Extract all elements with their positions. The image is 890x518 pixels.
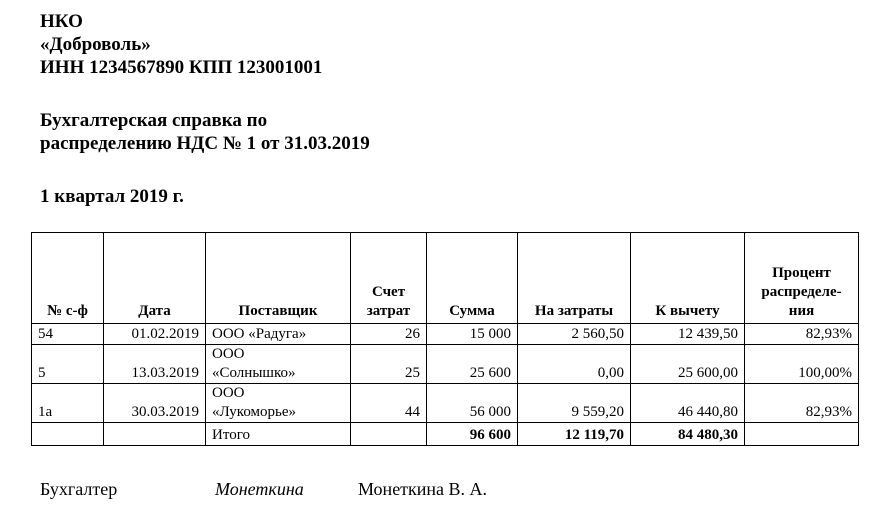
organization-header xyxy=(40,10,322,79)
header-sum: Сумма xyxy=(427,233,518,324)
total-deduction: 84 480,30 xyxy=(631,423,745,446)
cell-percent: 100,00% xyxy=(745,345,859,384)
cell-supplier xyxy=(206,345,351,384)
cell-invoice-number: 54 xyxy=(32,324,104,345)
header-percent-line-2: распределе- xyxy=(761,284,842,300)
header-cost-account xyxy=(351,233,427,324)
cell-invoice-number: 1а xyxy=(32,384,104,423)
header-supplier: Поставщик xyxy=(206,233,351,324)
vat-distribution-table xyxy=(31,232,859,446)
handwritten-signature: Монеткина xyxy=(215,479,304,499)
cell-empty xyxy=(32,423,104,446)
cell-date: 30.03.2019 xyxy=(104,384,206,423)
title-line-2: распределению НДС № 1 от 31.03.2019 xyxy=(40,133,370,154)
cell-date: 13.03.2019 xyxy=(104,345,206,384)
cell-percent: 82,93% xyxy=(745,384,859,423)
cell-supplier-line-1: ООО «Радуга» xyxy=(212,326,307,342)
cell-sum: 56 000 xyxy=(427,384,518,423)
cell-deduction: 12 439,50 xyxy=(631,324,745,345)
cell-supplier xyxy=(206,324,351,345)
header-date: Дата xyxy=(104,233,206,324)
table-total-row xyxy=(32,423,859,446)
cell-deduction: 46 440,80 xyxy=(631,384,745,423)
cell-costs: 2 560,50 xyxy=(518,324,631,345)
cell-invoice-number: 5 xyxy=(32,345,104,384)
total-label: Итого xyxy=(206,423,351,446)
org-type: НКО xyxy=(40,11,83,32)
total-costs: 12 119,70 xyxy=(518,423,631,446)
cell-cost-account: 44 xyxy=(351,384,427,423)
document-title xyxy=(40,109,370,155)
header-percent-line-3: ния xyxy=(788,303,815,319)
header-invoice-number: № с-ф xyxy=(32,233,104,324)
cell-cost-account: 26 xyxy=(351,324,427,345)
cell-deduction: 25 600,00 xyxy=(631,345,745,384)
signer-name: Монеткина В. А. xyxy=(358,479,488,499)
cell-empty xyxy=(104,423,206,446)
header-costs: На затраты xyxy=(518,233,631,324)
cell-sum: 15 000 xyxy=(427,324,518,345)
cell-sum: 25 600 xyxy=(427,345,518,384)
table-row xyxy=(32,384,859,423)
org-tax-ids: ИНН 1234567890 КПП 123001001 xyxy=(40,57,323,78)
org-name: «Доброволь» xyxy=(40,34,151,55)
period-label: 1 квартал 2019 г. xyxy=(40,186,184,207)
title-line-1: Бухгалтерская справка по xyxy=(40,110,268,131)
cell-costs: 9 559,20 xyxy=(518,384,631,423)
cell-supplier-line-1: ООО xyxy=(212,346,245,362)
table-header-row xyxy=(32,233,859,324)
signer-role: Бухгалтер xyxy=(40,479,118,499)
cell-costs: 0,00 xyxy=(518,345,631,384)
table-row xyxy=(32,324,859,345)
header-deduction: К вычету xyxy=(631,233,745,324)
cell-date: 01.02.2019 xyxy=(104,324,206,345)
cell-supplier-line-2: «Солнышко» xyxy=(212,365,296,381)
cell-supplier xyxy=(206,384,351,423)
cell-empty xyxy=(745,423,859,446)
cell-cost-account: 25 xyxy=(351,345,427,384)
cell-supplier-line-1: ООО xyxy=(212,385,245,401)
cell-percent: 82,93% xyxy=(745,324,859,345)
header-percent-line-1: Процент xyxy=(772,265,831,281)
header-cost-account-line-1: Счет xyxy=(371,284,406,300)
cell-supplier-line-2: «Лукоморье» xyxy=(212,404,297,420)
cell-empty xyxy=(351,423,427,446)
total-sum: 96 600 xyxy=(427,423,518,446)
table-row xyxy=(32,345,859,384)
header-distribution-percent xyxy=(745,233,859,324)
header-cost-account-line-2: затрат xyxy=(366,303,411,319)
